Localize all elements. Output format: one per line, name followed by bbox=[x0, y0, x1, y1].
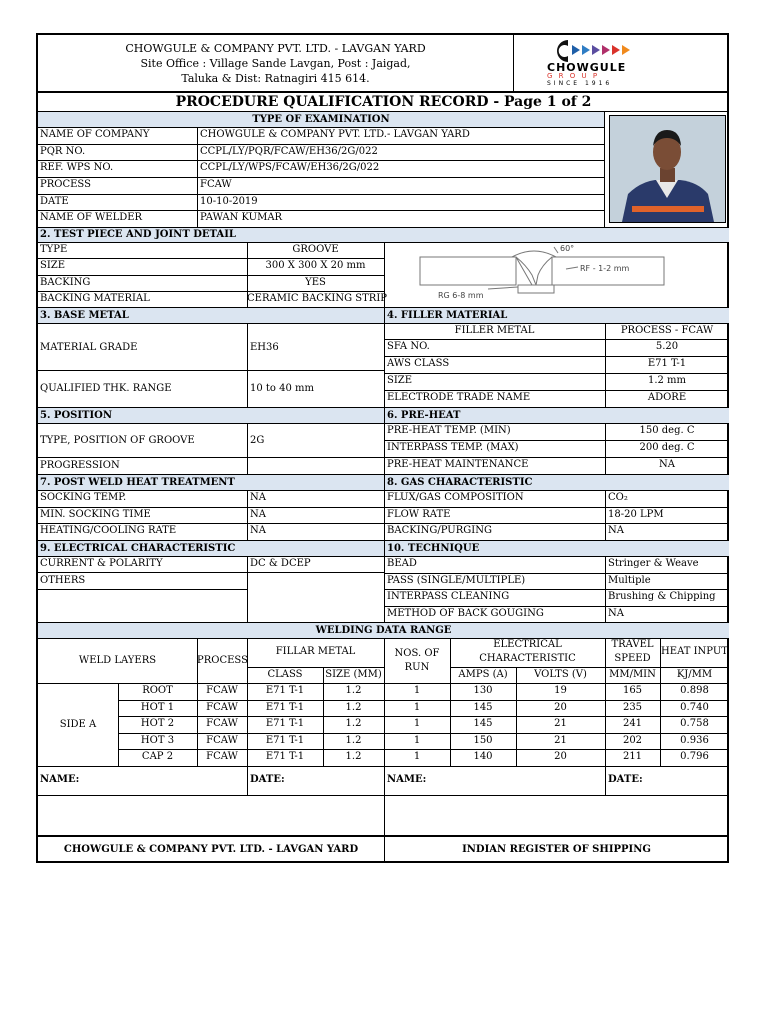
col-runs-2: RUN bbox=[404, 662, 430, 673]
row-value: CO₂ bbox=[608, 492, 628, 503]
weld-cell-heat: 0.898 bbox=[680, 685, 709, 696]
col-process: PROCESS bbox=[197, 655, 248, 666]
row-label: METHOD OF BACK GOUGING bbox=[387, 607, 544, 619]
weld-cell-layer: HOT 1 bbox=[140, 701, 175, 713]
joint-sketch-diagram bbox=[408, 243, 683, 303]
groove-position-label: TYPE, POSITION OF GROOVE bbox=[40, 435, 195, 446]
row-label: FLUX/GAS COMPOSITION bbox=[387, 492, 524, 503]
weld-cell-volts: 19 bbox=[554, 685, 567, 696]
col-weld-layers: WELD LAYERS bbox=[78, 655, 157, 666]
row-value: ADORE bbox=[647, 392, 687, 403]
weld-cell-class: E71 T-1 bbox=[265, 751, 305, 763]
base-metal-heading: 3. BASE METAL bbox=[40, 310, 129, 321]
weld-cell-amps: 140 bbox=[473, 751, 493, 763]
row-value: GROOVE bbox=[292, 244, 339, 255]
thk-range-label: QUALIFIED THK. RANGE bbox=[40, 383, 172, 394]
row-label: TYPE bbox=[40, 244, 68, 255]
thk-range-value: 10 to 40 mm bbox=[250, 383, 314, 394]
row-value: NA bbox=[250, 508, 266, 520]
sketch-rg: RG 6-8 mm bbox=[438, 291, 484, 300]
row-label: BEAD bbox=[387, 558, 417, 569]
weld-cell-process: FCAW bbox=[206, 734, 238, 746]
row-value: YES bbox=[305, 276, 326, 288]
others-label: OTHERS bbox=[40, 575, 86, 586]
weld-cell-layer: ROOT bbox=[142, 685, 173, 696]
col-heat-input: HEAT INPUT bbox=[661, 646, 728, 657]
col-travel-2: SPEED bbox=[614, 653, 651, 664]
joint-sketch bbox=[408, 243, 683, 303]
col-electrical-2: CHARACTERISTIC bbox=[479, 653, 576, 664]
weld-cell-travel: 202 bbox=[622, 734, 643, 746]
weld-cell-size: 1.2 bbox=[345, 701, 362, 713]
weld-cell-process: FCAW bbox=[206, 685, 238, 696]
weld-cell-process: FCAW bbox=[206, 751, 238, 763]
row-value: 300 X 300 X 20 mm bbox=[265, 260, 366, 272]
test-piece-heading: 2. TEST PIECE AND JOINT DETAIL bbox=[40, 229, 236, 240]
row-label: DATE bbox=[40, 195, 69, 207]
weld-cell-amps: 145 bbox=[473, 701, 493, 713]
current-polarity-label: CURRENT & POLARITY bbox=[40, 558, 163, 569]
weld-cell-class: E71 T-1 bbox=[265, 718, 305, 730]
row-label: FLOW RATE bbox=[387, 508, 451, 520]
material-grade-label: MATERIAL GRADE bbox=[40, 342, 138, 353]
col-travel-unit: MM/MIN bbox=[609, 669, 656, 680]
weld-cell-volts: 21 bbox=[554, 718, 567, 730]
left-name-label: NAME: bbox=[40, 774, 80, 785]
weld-cell-volts: 20 bbox=[554, 751, 567, 763]
logo-since: SINCE 1916 bbox=[547, 80, 613, 87]
left-organisation: CHOWGULE & COMPANY PVT. LTD. - LAVGAN YARD bbox=[63, 844, 359, 855]
col-class: CLASS bbox=[267, 669, 303, 680]
weld-cell-travel: 241 bbox=[622, 718, 643, 730]
logo-text: CHOWGULE bbox=[547, 61, 627, 74]
col-travel-1: TRAVEL bbox=[611, 639, 654, 650]
weld-cell-layer: HOT 2 bbox=[140, 718, 175, 730]
weld-cell-process: FCAW bbox=[206, 718, 238, 730]
material-grade-value: EH36 bbox=[250, 342, 279, 353]
row-value: CCPL/LY/PQR/FCAW/EH36/2G/022 bbox=[200, 145, 378, 157]
row-label: NAME OF WELDER bbox=[40, 212, 143, 224]
col-volts: VOLTS (V) bbox=[534, 669, 587, 680]
weld-cell-amps: 145 bbox=[473, 718, 493, 730]
row-label: REF. WPS NO. bbox=[40, 162, 114, 174]
weld-cell-travel: 165 bbox=[622, 685, 643, 696]
row-label: NAME OF COMPANY bbox=[40, 129, 150, 140]
document-title: PROCEDURE QUALIFICATION RECORD - Page 1 of 2 bbox=[175, 94, 592, 110]
row-value: Multiple bbox=[608, 574, 651, 586]
weld-cell-class: E71 T-1 bbox=[265, 734, 305, 746]
weld-cell-size: 1.2 bbox=[345, 751, 362, 763]
col-runs-1: NOS. OF bbox=[394, 648, 440, 659]
current-polarity-value: DC & DCEP bbox=[250, 558, 311, 569]
weld-cell-run: 1 bbox=[413, 734, 421, 746]
right-date-label: DATE: bbox=[608, 774, 643, 785]
row-value: 10-10-2019 bbox=[200, 195, 258, 207]
col-filler-metal: FILLAR METAL bbox=[275, 646, 356, 657]
row-label: SIZE bbox=[387, 375, 413, 386]
row-value: NA bbox=[250, 525, 266, 537]
site-office: Site Office : Village Sande Lavgan, Post : Jaigad, bbox=[140, 57, 411, 70]
company-name: CHOWGULE & COMPANY PVT. LTD. - LAVGAN YARD bbox=[125, 42, 426, 55]
groove-position-value: 2G bbox=[250, 435, 265, 446]
weld-cell-layer: HOT 3 bbox=[140, 734, 175, 746]
row-label: BACKING MATERIAL bbox=[40, 292, 150, 304]
col-size: SIZE (MM) bbox=[325, 669, 382, 680]
sketch-angle: 60° bbox=[560, 244, 575, 253]
technique-heading: 10. TECHNIQUE bbox=[387, 543, 480, 554]
row-value: 18-20 LPM bbox=[608, 508, 664, 520]
welding-heading: WELDING DATA RANGE bbox=[315, 625, 452, 636]
weld-cell-travel: 211 bbox=[622, 751, 643, 763]
row-value: 150 deg. C bbox=[639, 425, 695, 436]
weld-cell-layer: CAP 2 bbox=[141, 751, 174, 763]
filler-col1: FILLER METAL bbox=[454, 325, 535, 336]
sketch-rf: RF - 1-2 mm bbox=[580, 264, 630, 273]
welder-photo bbox=[609, 115, 726, 223]
row-label: PRE-HEAT TEMP. (MIN) bbox=[387, 425, 511, 436]
weld-cell-amps: 150 bbox=[473, 734, 493, 746]
electrical-heading: 9. ELECTRICAL CHARACTERISTIC bbox=[40, 543, 236, 554]
weld-cell-heat: 0.936 bbox=[680, 734, 709, 746]
row-label: PROCESS bbox=[40, 179, 91, 190]
row-value: Stringer & Weave bbox=[608, 558, 699, 569]
row-value: CCPL/LY/WPS/FCAW/EH36/2G/022 bbox=[200, 162, 380, 174]
row-value: NA bbox=[608, 607, 624, 619]
row-label: PQR NO. bbox=[40, 145, 86, 157]
weld-cell-volts: 21 bbox=[554, 734, 567, 746]
weld-cell-heat: 0.796 bbox=[680, 751, 709, 763]
right-name-label: NAME: bbox=[387, 774, 427, 785]
row-value: NA bbox=[250, 492, 266, 503]
weld-cell-run: 1 bbox=[413, 685, 421, 696]
pqr-sheet bbox=[36, 33, 729, 863]
row-label: SIZE bbox=[40, 260, 66, 272]
row-value: FCAW bbox=[200, 179, 232, 190]
weld-cell-heat: 0.740 bbox=[680, 701, 709, 713]
row-value: PAWAN KUMAR bbox=[200, 212, 283, 224]
col-electrical-1: ELECTRICAL bbox=[493, 639, 562, 650]
gas-heading: 8. GAS CHARACTERISTIC bbox=[387, 477, 533, 488]
row-value: NA bbox=[659, 459, 675, 470]
row-label: INTERPASS CLEANING bbox=[387, 591, 510, 602]
row-label: BACKING/PURGING bbox=[387, 525, 492, 537]
exam-heading: TYPE OF EXAMINATION bbox=[252, 114, 390, 125]
pwht-heading: 7. POST WELD HEAT TREATMENT bbox=[40, 477, 235, 488]
weld-cell-run: 1 bbox=[413, 718, 421, 730]
weld-cell-run: 1 bbox=[413, 751, 421, 763]
row-label: ELECTRODE TRADE NAME bbox=[387, 392, 531, 403]
taluka-address: Taluka & Dist: Ratnagiri 415 614. bbox=[181, 72, 370, 85]
position-heading: 5. POSITION bbox=[40, 410, 113, 421]
weld-cell-class: E71 T-1 bbox=[265, 685, 305, 696]
row-value: E71 T-1 bbox=[647, 358, 687, 369]
weld-cell-volts: 20 bbox=[554, 701, 567, 713]
preheat-heading: 6. PRE-HEAT bbox=[387, 410, 461, 421]
col-amps: AMPS (A) bbox=[458, 669, 508, 680]
row-label: AWS CLASS bbox=[387, 358, 450, 369]
logo-group: G R O U P bbox=[547, 72, 600, 80]
weld-cell-size: 1.2 bbox=[345, 734, 362, 746]
row-value: 5.20 bbox=[655, 341, 679, 352]
progression-label: PROGRESSION bbox=[40, 460, 120, 471]
welder-photo-image bbox=[610, 116, 725, 222]
row-value: 1.2 mm bbox=[647, 375, 687, 386]
side-a-label: SIDE A bbox=[59, 719, 97, 730]
row-label: INTERPASS TEMP. (MAX) bbox=[387, 442, 519, 453]
row-label: PASS (SINGLE/MULTIPLE) bbox=[387, 574, 526, 586]
weld-cell-amps: 130 bbox=[473, 685, 493, 696]
weld-cell-class: E71 T-1 bbox=[265, 701, 305, 713]
row-label: SOCKING TEMP. bbox=[40, 492, 127, 503]
weld-cell-run: 1 bbox=[413, 701, 421, 713]
row-value: Brushing & Chipping bbox=[608, 591, 716, 602]
row-value: 200 deg. C bbox=[639, 442, 695, 453]
row-value: CERAMIC BACKING STRIP bbox=[247, 292, 388, 304]
left-date-label: DATE: bbox=[250, 774, 285, 785]
filler-heading: 4. FILLER MATERIAL bbox=[387, 310, 508, 321]
weld-cell-process: FCAW bbox=[206, 701, 238, 713]
row-label: BACKING bbox=[40, 276, 91, 288]
weld-cell-size: 1.2 bbox=[345, 685, 362, 696]
filler-col2: PROCESS - FCAW bbox=[620, 325, 714, 336]
row-label: MIN. SOCKING TIME bbox=[40, 508, 151, 520]
weld-cell-travel: 235 bbox=[622, 701, 643, 713]
row-label: PRE-HEAT MAINTENANCE bbox=[387, 459, 529, 470]
row-label: HEATING/COOLING RATE bbox=[40, 525, 177, 537]
row-value: CHOWGULE & COMPANY PVT. LTD.- LAVGAN YARD bbox=[200, 129, 470, 140]
row-value: NA bbox=[608, 525, 624, 537]
col-heat-unit: KJ/MM bbox=[676, 669, 713, 680]
right-organisation: INDIAN REGISTER OF SHIPPING bbox=[462, 844, 651, 855]
weld-cell-size: 1.2 bbox=[345, 718, 362, 730]
row-label: SFA NO. bbox=[387, 341, 430, 352]
weld-cell-heat: 0.758 bbox=[680, 718, 709, 730]
